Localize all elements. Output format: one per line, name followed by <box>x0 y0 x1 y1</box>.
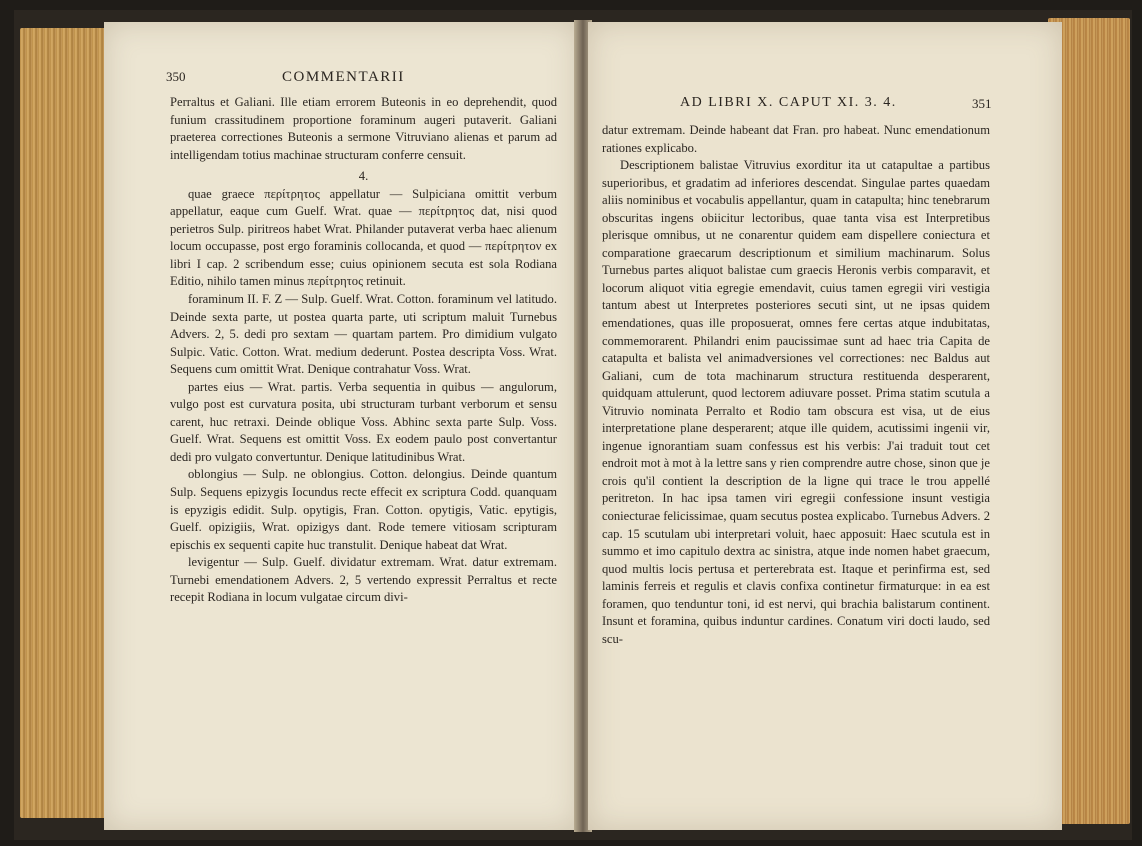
right-running-head: AD LIBRI X. CAPUT XI. 3. 4. <box>680 95 897 110</box>
paragraph: partes eius — Wrat. partis. Verba sequentia in quibus — angulorum, vulgo post est curvatura posita, ubi structuram turbant verborum et sensu carent, huc retraxi. Deinde oblique Voss. Abhinc sexta parte Sulp. Voss. Guelf. Wrat. Sequens est omittit Voss. Ex eodem paulo post convertantur dedi pro vulgato convertuntur. Denique latitudinibus Wrat. <box>170 379 557 464</box>
right-page-text <box>602 122 990 648</box>
left-page-edges <box>20 28 106 818</box>
left-page-number: 350 <box>166 69 186 84</box>
left-page <box>104 22 578 830</box>
left-page-text <box>170 94 557 607</box>
paragraph: Descriptionem balistae Vitruvius exorditur ita ut catapultae a partibus superioribus, et gradatim ad inferiores descendat. Singulae partes quaedam aliis nominibus et vocabulis appellantur, quam in catapulta; hinc tenebrarum obscuritas ingens obiicitur lectoribus, quae tanta visa est Interpretibus plerisque omnibus, ut ne conarentur quidem eam dispellere coniectura et comparatione graecarum descriptionum et similium machinarum. Solus Turnebus partes aliquot balistae cum graecis Heronis verbis comparavit, et locorum aliquot vitia egregie emendavit, cuius tamen egregii viri vestigia tantum abest ut Interpretes posteriores secuti sint, ut ne ipsas quidem emendationes, quas ille proposuerat, omnes fere certas atque indubitatas, commemorarent. Philandri enim paucissimae sunt ad haec tria Capita de catapulta et balista vel animadversiones vel correctiones: nec Baldus aut Galiani, cum de tota machinarum structura restituenda desperarent, quidquam attulerunt, quod lectorem adiuvare posset. Prima statim scutula a Vitruvio nominata Perralto et Rodio tam obscura est visa, ut de eius interpretatione plane desperarent; atque ille quidem, acutissimi ingenii vir, ingenue ignorantiam suam confessus est his verbis: J'ai traduit tout cet endroit mot à mot à la lettre sans y rien comprendre autre chose, sinon que je crois qu'il contient la description de la ligne qui trace le trou appellé peritreton. In hac ipsa tamen viri egregii confessione insunt vestigia coniecturae felicissimae, quam secutus postea explicabo. Turnebus Advers. 2 cap. 15 scutulam ubi interpretari voluit, haec apposuit: Haec scutula est in summo et imo capitulo dextra ac sinistra, atque inde nomen habet graecum, quod multis locis pertusa et perterebrata est. Itaque et perinfirma est, sed laminis ferreis et regulis et clavis confixa continetur firmaturque: in ea est foramen, quo tenduntur toni, id est nervi, qui brachia balistarum continent. Insunt et foramina, quibus induntur cardines. Conatum viri docti laudo, sed scu- <box>602 158 990 646</box>
paragraph: oblongius — Sulp. ne oblongius. Cotton. delongius. Deinde quantum Sulp. Sequens epizygis Iocundus recte effecit ex scriptura Codd. quanquam is epyzigis edidit. Sulp. opytigis, Fran. Cotton. opytigis, Vatic. epytigis, Guelf. opizigiis, Wrat. opizigys dant. Rode temere vitiosam scripturam epischis ex sequenti capite huc transtulit. Denique habeat dat Wrat. <box>170 467 557 552</box>
paragraph: datur extremam. Deinde habeant dat Fran. pro habeat. Nunc emendationum rationes explicabo. <box>602 123 990 155</box>
right-page-number: 351 <box>972 96 992 111</box>
paragraph: Perraltus et Galiani. Ille etiam errorem Buteonis in eo deprehendit, quod funium crassitudinem proportione foraminum augeri putaverit. Galiani praeterea correctiones Buteonis a sermone Vitruviano alienas et parum ad intelligendam totius machinae structuram conferre censuit. <box>170 95 557 162</box>
right-page <box>588 22 1062 830</box>
paragraph: foraminum II. F. Z — Sulp. Guelf. Wrat. Cotton. foraminum vel latitudo. Deinde sexta parte, ut postea quarta parte, uti scriptum maluit Turnebus Advers. 2, 5. dedi pro sextam — quartam partem. Pro dimidium vulgato Sulpic. Vatic. Cotton. Wrat. medium dederunt. Postea descripta Voss. Wrat. Sequens cum omittit Wrat. Denique contrahatur Voss. Wrat. <box>170 292 557 377</box>
section-number: 4. <box>358 169 369 184</box>
left-running-head: COMMENTARII <box>282 69 405 85</box>
paragraph: levigentur — Sulp. Guelf. dividatur extremam. Wrat. datur extremam. Turnebi emendationem Advers. 2, 5 vertendo expressit Perraltus et recte recepit Rodiana in locum vulgatae circum divi- <box>170 555 557 605</box>
paragraph: quae graece περίτρητος appellatur — Sulpiciana omittit verbum appellatur, eaque cum Guelf. Wrat. quae — περίτρητος dat, nisi quod perietros Sulp. piritreos habet Wrat. Philander putaverat verba haec alienum locum occupasse, post ergo foraminis collocanda, et quod — περίτρητον ex libri I cap. 2 scribendum esse; cuius opinionem secuta est sola Rodiana Editio, nihilo tamen minus περίτρητος retinuit. <box>170 186 557 289</box>
